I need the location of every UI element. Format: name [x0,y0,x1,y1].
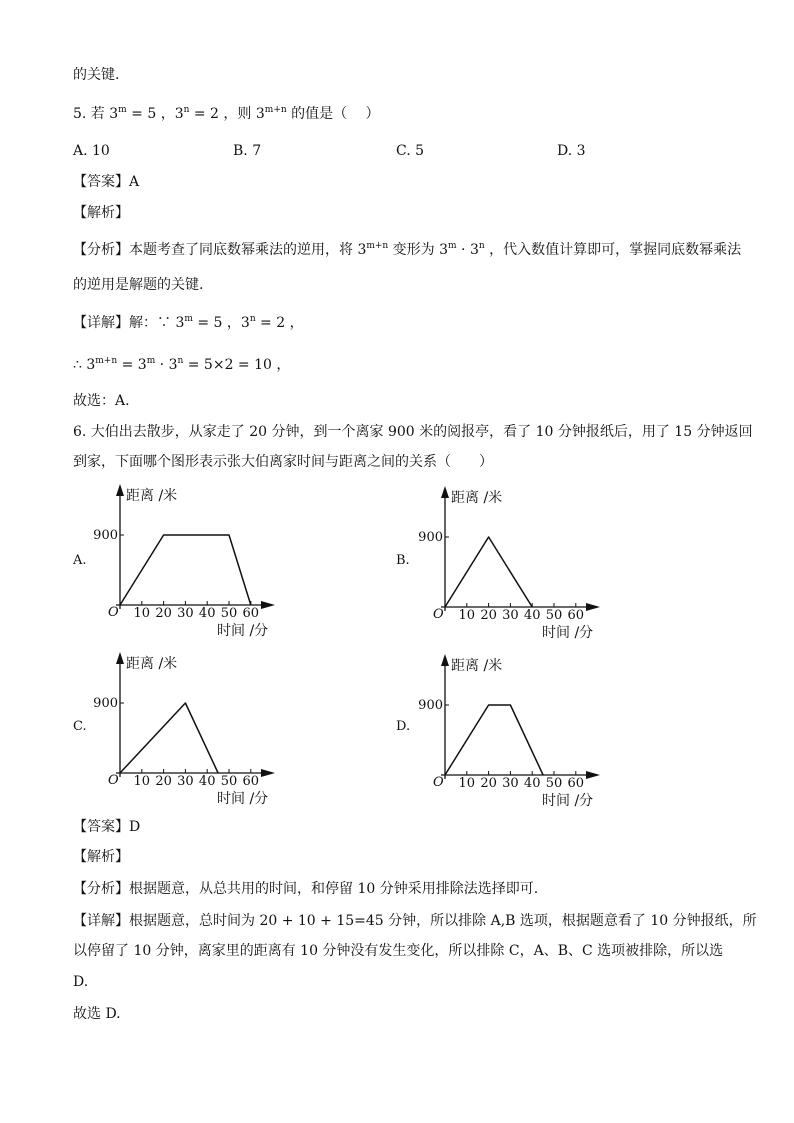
origin-label: O [433,607,444,622]
x-tick-label: 60 [567,608,585,623]
answer-tag: 【答案】 [73,174,129,190]
x-tick-label: 50 [220,774,238,789]
graph-b-label: B. [396,553,410,568]
x-tick-label: 40 [523,776,541,791]
q6-analysis-tag: 【解析】 [73,849,129,865]
x-tick-label: 30 [502,608,519,623]
graph-b [420,482,615,642]
graph-b-svg [420,482,615,642]
x-tick-label: 50 [545,776,563,791]
y-axis-label: 距离 /米 [451,490,503,506]
y-tick-label: 900 [93,528,118,543]
q6-detail-line3: D. [73,974,89,990]
q6-fenxi: 【分析】根据题意，从总共用的时间，和停留 10 分钟采用排除法选择即可. [73,881,539,897]
x-tick-label: 10 [458,608,476,623]
x-axis-label: 时间 /分 [217,791,269,807]
distance-time-line [120,703,218,773]
graph-d-label: D. [396,719,411,734]
q6-choose: 故选 D. [73,1006,121,1022]
y-axis-arrow-icon [116,484,124,496]
graph-c-svg [95,648,290,808]
q5-stem: 5. 若 $3^m = 5$ ，$3^n = 2$ ，则 $3^{m+n}$ 的值是（ ） [73,105,380,122]
q5-fenxi-line2: 的逆用是解题的关键. [73,277,204,293]
x-axis-arrow-icon [261,769,275,777]
y-axis-label: 距离 /米 [451,658,503,674]
graph-c [95,648,290,808]
q5-calculation: ∴ $3^{m+n} = 3^m \cdot 3^n = 5\times 2 = 10$ ， [73,356,291,373]
prev-answer-tail: 的关键. [73,67,120,83]
x-axis-label: 时间 /分 [542,793,594,809]
y-axis-label: 距离 /米 [126,656,178,672]
y-tick-label: 900 [93,696,118,711]
y-axis-label: 距离 /米 [126,488,178,504]
x-tick-label: 60 [242,774,260,789]
graph-c-label: C. [73,719,87,734]
q6-detail: 【详解】根据题意，总时间为 20 + 10 + 15=45 分钟，所以排除 A,B 选项，根据题意看了 10 分钟报纸，所 [73,913,757,929]
graph-a-svg [95,480,290,640]
q6-answer: 【答案】D [73,819,141,835]
q6-detail-line2: 以停留了 10 分钟，离家里的距离有 10 分钟没有发生变化，所以排除 C，A、B、C 选项被排除，所以选 [73,943,724,959]
x-tick-label: 50 [545,608,563,623]
x-tick-label: 50 [220,606,238,621]
distance-time-line [120,535,251,605]
graph-d [420,650,615,810]
x-axis-label: 时间 /分 [217,623,269,639]
q5-answer: 【答案】A [73,174,140,190]
origin-label: O [108,605,119,620]
x-axis-arrow-icon [586,603,600,611]
origin-label: O [433,775,444,790]
y-axis-arrow-icon [441,486,449,498]
x-tick-label: 40 [198,606,216,621]
x-tick-label: 30 [502,776,519,791]
graph-d-svg [420,650,615,810]
q5-option-a: A. 10 [73,143,110,159]
x-tick-label: 30 [177,606,194,621]
x-axis-arrow-icon [586,771,600,779]
q5-option-d: D. 3 [557,143,586,159]
y-tick-label: 900 [418,530,443,545]
x-tick-label: 10 [133,774,151,789]
x-tick-label: 10 [133,606,151,621]
distance-time-line [445,705,543,775]
q5-option-b: B. 7 [233,143,262,159]
y-tick-label: 900 [418,698,443,713]
q6-stem-line1: 6. 大伯出去散步，从家走了 20 分钟，到一个离家 900 米的阅报亭，看了 10 分钟报纸后，用了 15 分钟返回 [73,424,753,440]
q5-option-c: C. 5 [396,143,425,159]
q6-stem-line2: 到家，下面哪个图形表示张大伯离家时间与距离之间的关系（ ） [73,454,493,470]
x-tick-label: 60 [242,606,260,621]
x-tick-label: 40 [198,774,216,789]
x-tick-label: 30 [177,774,194,789]
graph-a-label: A. [73,553,87,568]
graph-a [95,480,290,640]
x-axis-arrow-icon [261,601,275,609]
x-tick-label: 40 [523,608,541,623]
x-tick-label: 20 [480,776,497,791]
x-tick-label: 20 [155,606,172,621]
y-axis-arrow-icon [441,654,449,666]
y-axis-arrow-icon [116,652,124,664]
x-tick-label: 20 [155,774,172,789]
q5-analysis-tag: 【解析】 [73,205,129,221]
origin-label: O [108,773,119,788]
distance-time-line [445,537,532,607]
x-tick-label: 20 [480,608,497,623]
x-tick-label: 10 [458,776,476,791]
q5-choose: 故选：A. [73,393,130,409]
q5-fenxi: 【分析】本题考查了同底数幂乘法的逆用，将 $3^{m+n}$ 变形为 $3^m \cdot 3^n$ ，代入数值计算即可，掌握同底数幂乘法 [73,241,742,258]
x-axis-label: 时间 /分 [542,625,594,641]
x-tick-label: 60 [567,776,585,791]
q5-detail: 【详解】解：∵ $3^m = 5$ ，$3^n = 2$ ， [73,314,304,331]
